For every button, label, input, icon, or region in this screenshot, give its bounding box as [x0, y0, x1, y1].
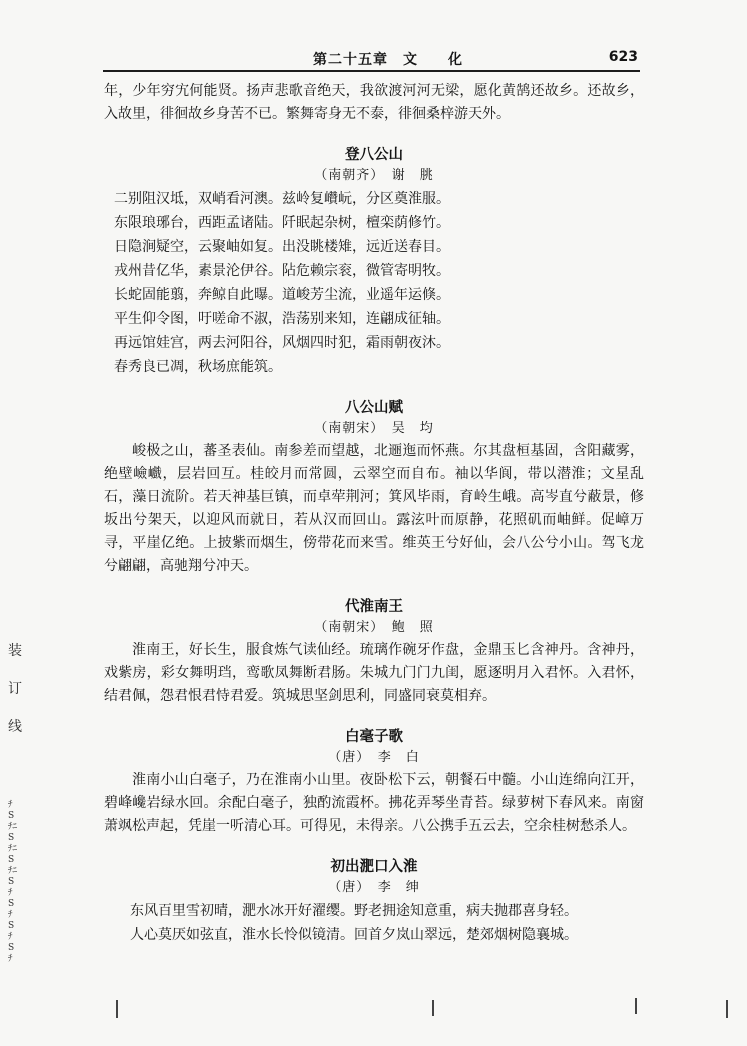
poem-bagongshan-fu — [104, 398, 644, 578]
poem-title: 代淮南王 — [345, 599, 403, 615]
margin-mark: 线 — [8, 719, 22, 735]
poem-text: 淮南王，好长生，服食炼气读仙经。琉璃作碗牙作盘，金鼎玉匕含神丹。含神丹，戏紫房，彩女舞明珰，鸾歌凤舞断君肠。朱城九门门九闺，愿逐明月入君怀。入君怀，结君佩，怨君恨君恃君爱。筑城思坚剑思利，同盛同衰莫相弃。 — [104, 642, 644, 704]
scan-artifact — [116, 1000, 118, 1018]
scan-artifact — [432, 1000, 434, 1016]
poem-chuchu-feikou — [104, 857, 644, 947]
poem-dai-huainanwang — [104, 597, 644, 708]
poem-author: （南朝宋） 吴 均 — [314, 421, 434, 436]
poem-verse — [114, 899, 644, 947]
poem-author: （唐） 李 白 — [328, 750, 420, 765]
verse-line: 人心莫厌如弦直，淮水长怜似镜清。回首夕岚山翠远，楚郊烟树隐襄城。 — [130, 927, 578, 943]
margin-mark: 装 — [8, 643, 22, 659]
verse-line: 平生仰令图，吁嗟命不淑，浩荡别来知，连翩成征轴。 — [114, 311, 450, 327]
poem-author: （南朝齐） 谢 朓 — [314, 168, 434, 183]
verse-line: 春秀良已凋，秋场庶能筑。 — [114, 359, 282, 375]
poem-author: （唐） 李 绅 — [328, 880, 420, 895]
verse-line: 东限琅琊台，西距孟诸陆。阡眠起杂树，檀栾荫修竹。 — [114, 215, 450, 231]
chapter-title: 第二十五章 文 化 — [313, 52, 463, 68]
verse-line: 长蛇固能翦，奔鲸自此曝。道峻芳尘流，业遥年运倏。 — [114, 287, 450, 303]
poem-title: 登八公山 — [345, 147, 403, 163]
binding-margin-dots: ﾁSﾁﾆSﾁﾆSﾁﾆSﾁSﾁSﾁSﾁ — [8, 800, 18, 964]
verse-line: 日隐涧疑空，云聚岫如复。出没眺楼雉，远近送春目。 — [114, 239, 450, 255]
poem-title: 初出淝口入淮 — [330, 859, 418, 875]
poem-title: 白毫子歌 — [345, 729, 403, 745]
poem-text: 淮南小山白毫子，乃在淮南小山里。夜卧松下云，朝餐石中髓。小山连绵向江开，碧峰巉岩绿水回。余配白毫子，独酌流霞杯。拂花弄琴坐青苔。绿萝树下春风来。南窗萧飒松声起，凭崖一听清心耳。可得见，未得亲。八公携手五云去，空余桂树愁杀人。 — [104, 772, 644, 834]
verse-line: 东风百里雪初晴，淝水冰开好濯缨。野老拥途知意重，病夫抛郡喜身轻。 — [130, 903, 578, 919]
poem-deng-bagongshan — [104, 145, 644, 379]
poem-author: （南朝宋） 鲍 照 — [314, 620, 434, 635]
scan-artifact — [726, 1000, 728, 1018]
verse-line: 戎州昔亿华，素景沦伊谷。阽危赖宗衮，微管寄明牧。 — [114, 263, 450, 279]
intro-paragraph: 年，少年穷宄何能贤。扬声悲歌音绝天，我欲渡河河无梁，愿化黄鹄还故乡。还故乡，入故里，徘徊故乡身苦不已。繁舞寄身无不泰，徘徊桑梓游天外。 — [104, 83, 644, 122]
poem-baihaozi-ge — [104, 727, 644, 838]
verse-line: 二别阻汉坻，双峭看河澳。兹岭复巑岏，分区奠淮服。 — [114, 191, 450, 207]
running-header — [103, 48, 640, 72]
scan-artifact — [635, 998, 637, 1014]
poem-text: 峻极之山，蕃圣表仙。南参差而望越，北逦迤而怀燕。尔其盘桓基固，含阳藏雾，绝壁嶮巇，层岩回互。桂皎月而常圆，云翠空而自布。袖以华阆，带以潜淮；文星乱石，藻日流阶。若天神基巨镇，而卓荦荆河；箕风毕雨，育岭生峨。高岑直兮蔽景，修坂出兮架天，以迎风而就日，若从汉而回山。露泫叶而原静，花照矶而岫鲜。促嶂万寻，平崖亿绝。上披紫而烟生，傍带花而来雪。维英王兮好仙，会八公兮小山。驾飞龙兮翩翩，高驰翔兮冲天。 — [104, 443, 644, 574]
verse-line: 再远馆娃宫，两去河阳谷，风烟四时犯，霜雨朝夜沐。 — [114, 335, 450, 351]
page-body — [104, 80, 644, 947]
poem-title: 八公山赋 — [345, 400, 403, 416]
binding-margin-marks — [8, 640, 48, 754]
margin-mark: 订 — [8, 681, 22, 697]
page-number: 623 — [608, 49, 638, 65]
poem-verse — [114, 187, 644, 379]
